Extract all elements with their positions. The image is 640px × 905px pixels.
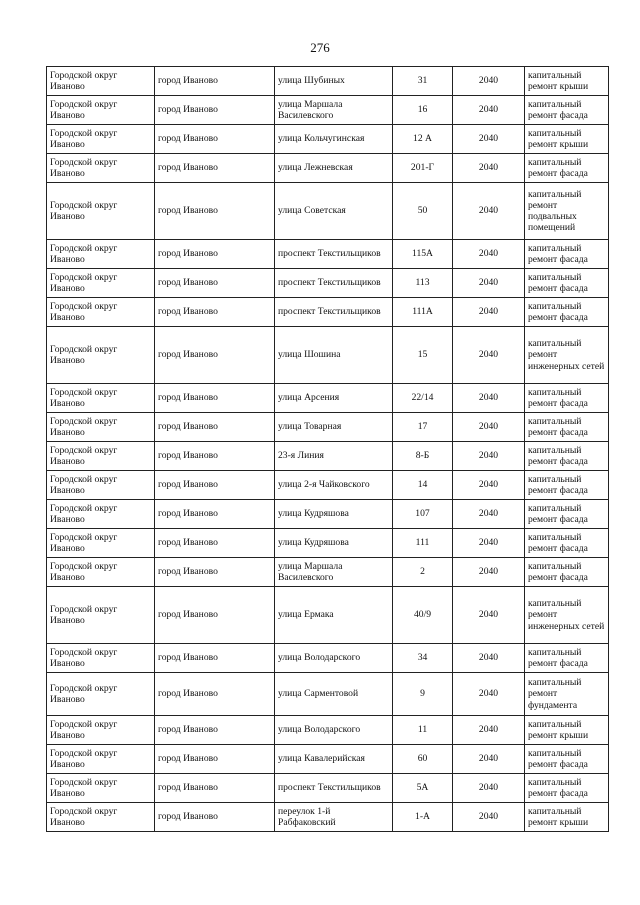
house-number-cell: 34 <box>393 644 453 673</box>
year-cell: 2040 <box>453 269 525 298</box>
work-type-cell: капитальный ремонт фасада <box>525 240 609 269</box>
house-number-cell: 2 <box>393 558 453 587</box>
street-cell: улица Шошина <box>275 327 393 384</box>
city-cell: город Иваново <box>155 240 275 269</box>
table-row <box>47 96 609 125</box>
city-cell: город Иваново <box>155 587 275 644</box>
house-number-cell: 60 <box>393 745 453 774</box>
city-cell: город Иваново <box>155 384 275 413</box>
table-row <box>47 154 609 183</box>
year-cell: 2040 <box>453 442 525 471</box>
street-cell: улица 2-я Чайковского <box>275 471 393 500</box>
street-cell: улица Шубиных <box>275 67 393 96</box>
district-cell: Городской округ Иваново <box>47 774 155 803</box>
work-type-cell: капитальный ремонт крыши <box>525 716 609 745</box>
house-number-cell: 111 <box>393 529 453 558</box>
street-cell: улица Кудряшова <box>275 529 393 558</box>
year-cell: 2040 <box>453 125 525 154</box>
city-cell: город Иваново <box>155 269 275 298</box>
house-number-cell: 9 <box>393 673 453 716</box>
table-row <box>47 716 609 745</box>
table-row <box>47 413 609 442</box>
work-type-cell: капитальный ремонт фасада <box>525 644 609 673</box>
district-cell: Городской округ Иваново <box>47 471 155 500</box>
street-cell: улица Лежневская <box>275 154 393 183</box>
table-row <box>47 471 609 500</box>
work-type-cell: капитальный ремонт инженерных сетей <box>525 587 609 644</box>
year-cell: 2040 <box>453 558 525 587</box>
year-cell: 2040 <box>453 745 525 774</box>
street-cell: улица Ермака <box>275 587 393 644</box>
city-cell: город Иваново <box>155 745 275 774</box>
district-cell: Городской округ Иваново <box>47 240 155 269</box>
street-cell: улица Сарментовой <box>275 673 393 716</box>
district-cell: Городской округ Иваново <box>47 298 155 327</box>
street-cell: улица Маршала Василевского <box>275 96 393 125</box>
district-cell: Городской округ Иваново <box>47 716 155 745</box>
work-type-cell: капитальный ремонт фасада <box>525 558 609 587</box>
district-cell: Городской округ Иваново <box>47 154 155 183</box>
year-cell: 2040 <box>453 183 525 240</box>
work-type-cell: капитальный ремонт фасада <box>525 774 609 803</box>
city-cell: город Иваново <box>155 442 275 471</box>
street-cell: улица Советская <box>275 183 393 240</box>
work-type-cell: капитальный ремонт фасада <box>525 413 609 442</box>
street-cell: проспект Текстильщиков <box>275 298 393 327</box>
house-number-cell: 5А <box>393 774 453 803</box>
year-cell: 2040 <box>453 644 525 673</box>
house-number-cell: 17 <box>393 413 453 442</box>
city-cell: город Иваново <box>155 125 275 154</box>
year-cell: 2040 <box>453 413 525 442</box>
district-cell: Городской округ Иваново <box>47 384 155 413</box>
table-row <box>47 240 609 269</box>
district-cell: Городской округ Иваново <box>47 269 155 298</box>
house-number-cell: 16 <box>393 96 453 125</box>
district-cell: Городской округ Иваново <box>47 803 155 832</box>
district-cell: Городской округ Иваново <box>47 327 155 384</box>
district-cell: Городской округ Иваново <box>47 529 155 558</box>
work-type-cell: капитальный ремонт фасада <box>525 298 609 327</box>
year-cell: 2040 <box>453 673 525 716</box>
year-cell: 2040 <box>453 803 525 832</box>
city-cell: город Иваново <box>155 500 275 529</box>
table-row <box>47 327 609 384</box>
city-cell: город Иваново <box>155 413 275 442</box>
district-cell: Городской округ Иваново <box>47 125 155 154</box>
year-cell: 2040 <box>453 327 525 384</box>
work-type-cell: капитальный ремонт фасада <box>525 96 609 125</box>
house-number-cell: 1-А <box>393 803 453 832</box>
house-number-cell: 8-Б <box>393 442 453 471</box>
work-type-cell: капитальный ремонт инженерных сетей <box>525 327 609 384</box>
house-number-cell: 12 А <box>393 125 453 154</box>
city-cell: город Иваново <box>155 673 275 716</box>
table-row <box>47 774 609 803</box>
house-number-cell: 31 <box>393 67 453 96</box>
year-cell: 2040 <box>453 96 525 125</box>
house-number-cell: 11 <box>393 716 453 745</box>
table-row <box>47 644 609 673</box>
district-cell: Городской округ Иваново <box>47 587 155 644</box>
repair-schedule-table <box>46 66 609 832</box>
work-type-cell: капитальный ремонт фасада <box>525 154 609 183</box>
city-cell: город Иваново <box>155 774 275 803</box>
table-row <box>47 803 609 832</box>
district-cell: Городской округ Иваново <box>47 558 155 587</box>
work-type-cell: капитальный ремонт фасада <box>525 269 609 298</box>
work-type-cell: капитальный ремонт подвальных помещений <box>525 183 609 240</box>
house-number-cell: 22/14 <box>393 384 453 413</box>
house-number-cell: 113 <box>393 269 453 298</box>
table-row <box>47 500 609 529</box>
house-number-cell: 107 <box>393 500 453 529</box>
year-cell: 2040 <box>453 154 525 183</box>
table-row <box>47 558 609 587</box>
district-cell: Городской округ Иваново <box>47 442 155 471</box>
district-cell: Городской округ Иваново <box>47 67 155 96</box>
street-cell: улица Володарского <box>275 644 393 673</box>
year-cell: 2040 <box>453 471 525 500</box>
street-cell: проспект Текстильщиков <box>275 774 393 803</box>
district-cell: Городской округ Иваново <box>47 644 155 673</box>
year-cell: 2040 <box>453 529 525 558</box>
table-row <box>47 125 609 154</box>
table-row <box>47 673 609 716</box>
work-type-cell: капитальный ремонт крыши <box>525 803 609 832</box>
work-type-cell: капитальный ремонт фасада <box>525 384 609 413</box>
street-cell: 23-я Линия <box>275 442 393 471</box>
street-cell: переулок 1-й Рабфаковский <box>275 803 393 832</box>
table-row <box>47 183 609 240</box>
table-row <box>47 67 609 96</box>
city-cell: город Иваново <box>155 327 275 384</box>
table-row <box>47 587 609 644</box>
table-row <box>47 529 609 558</box>
city-cell: город Иваново <box>155 803 275 832</box>
street-cell: улица Кольчугинская <box>275 125 393 154</box>
street-cell: улица Маршала Василевского <box>275 558 393 587</box>
table-row <box>47 745 609 774</box>
district-cell: Городской округ Иваново <box>47 413 155 442</box>
district-cell: Городской округ Иваново <box>47 183 155 240</box>
table-row <box>47 442 609 471</box>
year-cell: 2040 <box>453 67 525 96</box>
house-number-cell: 15 <box>393 327 453 384</box>
city-cell: город Иваново <box>155 298 275 327</box>
street-cell: улица Кавалерийская <box>275 745 393 774</box>
year-cell: 2040 <box>453 384 525 413</box>
street-cell: проспект Текстильщиков <box>275 240 393 269</box>
house-number-cell: 111А <box>393 298 453 327</box>
district-cell: Городской округ Иваново <box>47 96 155 125</box>
district-cell: Городской округ Иваново <box>47 673 155 716</box>
year-cell: 2040 <box>453 500 525 529</box>
work-type-cell: капитальный ремонт фасада <box>525 500 609 529</box>
house-number-cell: 40/9 <box>393 587 453 644</box>
year-cell: 2040 <box>453 298 525 327</box>
work-type-cell: капитальный ремонт крыши <box>525 67 609 96</box>
table-row <box>47 384 609 413</box>
year-cell: 2040 <box>453 587 525 644</box>
work-type-cell: капитальный ремонт фасада <box>525 529 609 558</box>
work-type-cell: капитальный ремонт фундамента <box>525 673 609 716</box>
work-type-cell: капитальный ремонт фасада <box>525 442 609 471</box>
city-cell: город Иваново <box>155 644 275 673</box>
work-type-cell: капитальный ремонт фасада <box>525 745 609 774</box>
district-cell: Городской округ Иваново <box>47 500 155 529</box>
year-cell: 2040 <box>453 240 525 269</box>
city-cell: город Иваново <box>155 154 275 183</box>
city-cell: город Иваново <box>155 183 275 240</box>
house-number-cell: 201-Г <box>393 154 453 183</box>
city-cell: город Иваново <box>155 558 275 587</box>
house-number-cell: 50 <box>393 183 453 240</box>
street-cell: улица Кудряшова <box>275 500 393 529</box>
street-cell: улица Товарная <box>275 413 393 442</box>
table-row <box>47 298 609 327</box>
city-cell: город Иваново <box>155 67 275 96</box>
city-cell: город Иваново <box>155 529 275 558</box>
work-type-cell: капитальный ремонт фасада <box>525 471 609 500</box>
district-cell: Городской округ Иваново <box>47 745 155 774</box>
table-row <box>47 269 609 298</box>
city-cell: город Иваново <box>155 716 275 745</box>
year-cell: 2040 <box>453 716 525 745</box>
street-cell: проспект Текстильщиков <box>275 269 393 298</box>
street-cell: улица Арсения <box>275 384 393 413</box>
house-number-cell: 14 <box>393 471 453 500</box>
year-cell: 2040 <box>453 774 525 803</box>
page-number: 276 <box>310 40 330 55</box>
city-cell: город Иваново <box>155 96 275 125</box>
work-type-cell: капитальный ремонт крыши <box>525 125 609 154</box>
street-cell: улица Володарского <box>275 716 393 745</box>
house-number-cell: 115А <box>393 240 453 269</box>
city-cell: город Иваново <box>155 471 275 500</box>
